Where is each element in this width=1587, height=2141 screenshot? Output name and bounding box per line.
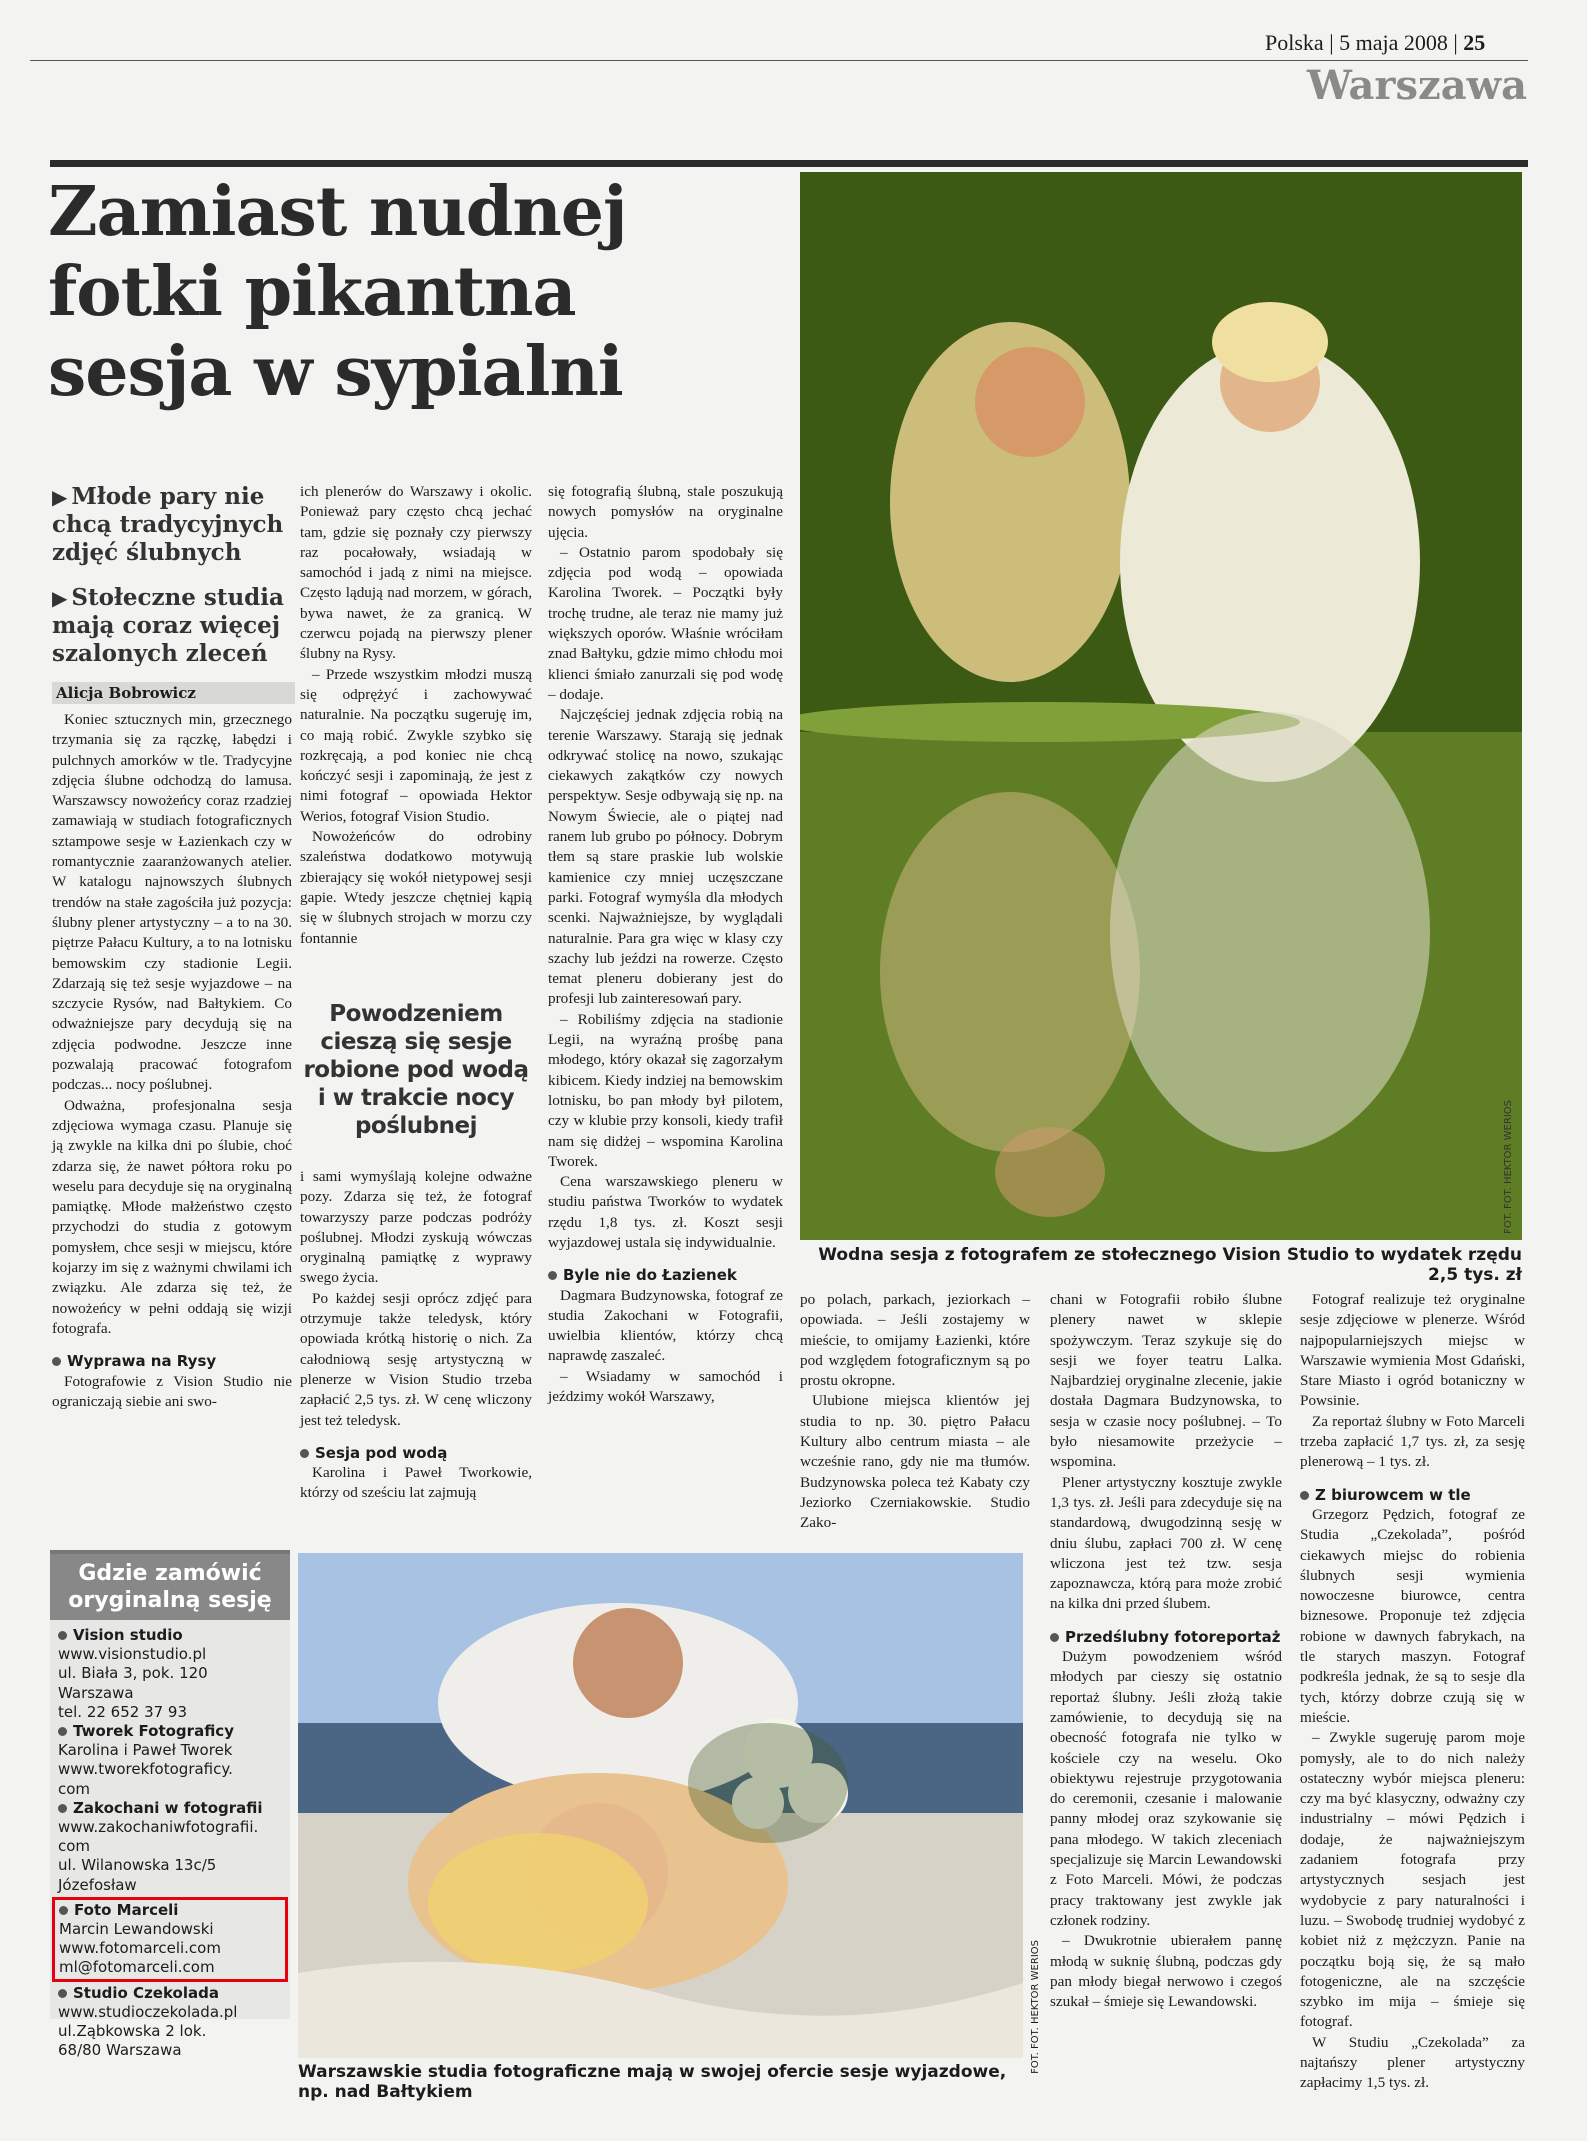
article-column-3: się fotografią ślubną, stale poszukują nowych pomysłów na oryginalne ujęcia. – Ostatnio parom spodobały się zdjęcia pod wodą – opowiada Karolina Tworek. – Początki były trochę trudne, ale teraz nie mamy już większych oporów. Właśnie wróciłam znad Bałtyku, gdzie mimo chłodu moi klienci śmiało zanurzali się pod wodę – dodaje. Najczęściej jednak zdjęcia robią na terenie Warszawy. Starają się jednak odkrywać stolicę na nowo, szukając ciekawych zakątków czy nowych perspektyw. Sesje odbywają się np. na Nowym Świecie, ale o piątej nad ranem lub grubo po północy. Dobrym tłem są stare praskie lub wolskie kamienice czy mniej uczęszczane parki. Fotograf wymyśla dla młodych scenki. Najważniejsze, by wyglądali naturalnie. Para gra więc w klasy czy szachy lub jeździ na rowerze. Często temat pleneru dobierany jest do profesji lub zainteresowań pary. – Robiliśmy zdjęcia na stadionie Legii, na wyraźną prośbę pana młodego, który okazał się zagorzałym kibicem. Kiedy indziej na bemowskim lotnisku, bo pan młody był pilotem, czy w klubie przy konsoli, kiedy trafił nam się didżej – wspomina Karolina Tworek. Cena warszawskiego pleneru w studiu państwa Tworków to wydatek rzędu 1,8 tys. zł. Koszt sesji wyjazdowej ustala się indywidualnie. Byle nie do Łazienek Dagmara Budzynowska, fotograf ze studia Zakochani w Fotografii, uwielbia klientów, którzy chcą naprawdę zaszaleć. – Wsiadamy w samochód i jeździmy wokół Warszawy, xyxy=(548,483,783,1406)
page-number: 25 xyxy=(1463,30,1486,55)
bullet-icon xyxy=(52,1357,61,1366)
box-body xyxy=(50,1620,290,2066)
triangle-icon: ▶ xyxy=(52,485,68,509)
bullet-icon xyxy=(1300,1491,1309,1500)
page-header: Polska | 5 maja 2008 | 25 xyxy=(1265,30,1486,55)
bullet-icon xyxy=(58,1727,67,1736)
box-title: Gdzie zamówić oryginalną sesję xyxy=(50,1554,290,1620)
author-byline: Alicja Bobrowicz xyxy=(52,682,295,704)
photo-beach-session xyxy=(298,1553,1023,2058)
lead-point-1: ▶ Młode pary nie chcą tradycyjnych zdjęć ślubnych xyxy=(52,483,284,566)
photo-beach-illustration xyxy=(298,1553,1023,2058)
photo1-caption: Wodna sesja z fotografem ze stołecznego Vision Studio to wydatek rzędu 2,5 tys. zł xyxy=(818,1245,1522,1285)
bullet-icon xyxy=(58,1989,67,1998)
studio-entry-zakochani: Zakochani w fotografii www.zakochaniwfotografii. com ul. Wilanowska 13c/5 Józefosław xyxy=(58,1798,263,1894)
studio-entry-tworek: Tworek Fotograficy Karolina i Paweł Tworek www.tworekfotograficy. com xyxy=(58,1722,234,1798)
article-column-1: Koniec sztucznych min, grzecznego trzymania się za rączkę, łabędzi i pulchnych amorków w tle. Tradycyjne zdjęcia ślubne odchodzą do lamusa. Warszawscy nowożeńcy coraz rzadziej zamawiają w studiach fotograficznych sztampowe sesje w Łazienkach czy w romantycznie zaaranżowanych atelier. W katalogu najnowszych ślubnych trendów na stałe zagościła już pozycja: ślubny plener artystyczny – a to na 30. piętrze Pałacu Kultury, a to na lotnisku bemowskim czy stadionie Legii. Zdarzają się też sesje wyjazdowe – na szczycie Rysów, nad Bałtykiem. Co odważniejsze pary decydują się na zdjęcia podwodne. Jeszcze inne pozwalają pracować fotografom podczas... nocy poślubnej. Odważna, profesjonalna sesja zdjęciowa wymaga czasu. Planuje się ją zwykle na kilka dni po ślubie, choć zdarza się, że nawet półtora roku po weselu para decyduje się na oryginalną pamiątkę. Młode małżeństwo często przychodzi do studia z gotowym pomysłem, chce sesji w miejscu, które kojarzy im się z ważnymi chwilami ich związku. Ale zdarza się też, że nowożeńcy w pełni oddają się wizji fotografa. Wyprawa na Rysy Fotografowie z Vision Studio nie ograniczają siebie ani swo- xyxy=(52,711,292,1410)
studio-entry-vision: Vision studio www.visionstudio.pl ul. Biała 3, pok. 120 Warszawa tel. 22 652 37 93 xyxy=(58,1626,208,1721)
photo2-credit: FOT. FOT. HEKTOR WERIOS xyxy=(1030,1940,1041,2074)
section-title: Warszawa xyxy=(1307,62,1527,109)
photo-water-session xyxy=(800,172,1522,1240)
bullet-icon xyxy=(300,1449,309,1458)
subheadline: Powodzeniem cieszą się sesje robione pod wodą i w trakcie nocy poślubnej xyxy=(303,1001,529,1139)
bullet-icon xyxy=(58,1631,67,1640)
photo-water-illustration xyxy=(800,172,1522,1240)
bullet-icon xyxy=(58,1804,67,1813)
bullet-icon xyxy=(59,1906,68,1915)
photo1-credit: FOT. FOT. HEKTOR WERIOS xyxy=(1503,1100,1514,1234)
studio-entry-czekolada: Studio Czekolada www.studioczekolada.pl ul.Ząbkowska 2 lok. 68/80 Warszawa xyxy=(58,1983,238,2060)
bullet-icon xyxy=(1050,1633,1059,1642)
article-column-2-continued: i sami wymyślają kolejne odważne pozy. Zdarza się też, że fotograf towarzyszy parze podczas podróży poślubnej. Młodzi zyskują wówczas oryginalną pamiątkę z wyprawy swego życia. Po każdej sesji oprócz zdjęć para otrzymuje także teledysk, który opowiada krótką historię o nich. Za całodniową sesję artystyczną w plenerze w Vision Studio trzeba zapłacić 2,5 tys. zł. W cenę wliczony jest też teledysk. Sesja pod wodą Karolina i Paweł Tworkowie, którzy od sześciu lat zajmują xyxy=(300,1168,532,1502)
header-rule xyxy=(30,60,1528,61)
where-to-order-box xyxy=(50,1550,290,2060)
headline: Zamiast nudnej fotki pikantna sesja w sypialni xyxy=(48,172,627,412)
bullet-icon xyxy=(548,1271,557,1280)
studio-entry-foto-marceli-highlighted: Foto Marceli Marcin Lewandowski www.fotomarceli.com ml@fotomarceli.com xyxy=(52,1897,288,1982)
lead-point-2: ▶ Stołeczne studia mają coraz więcej szalonych zleceń xyxy=(52,584,284,667)
article-column-5: chani w Fotografii robiło ślubne plenery nawet w sklepie spożywczym. Teraz szykuje się do sesji we foyer teatru Lalka. Najbardziej oryginalne zlecenie, jakie dostała Dagmara Budzynowska, to sesja w czasie nocy poślubnej. – To było niesamowite przeżycie – wspomina. Plener artystyczny kosztuje zwykle 1,3 tys. zł. Jeśli para zdecyduje się na standardową, dwugodzinną sesję w dniu ślubu, zapłaci 700 zł. W cenę wliczona jest też tzw. sesja zapoznawcza, którą para może zrobić na kilka dni przed ślubem. Przedślubny fotoreportaż Dużym powodzeniem wśród młodych par cieszy się ostatnio reportaż ślubny. Jeśli złożą takie zamówienie, to decydują się na obecność fotografa nie tylko w kościele czy na weselu. Oko obiektywu rejestruje przygotowania do ceremonii, czesanie i malowanie panny młodej oraz szykowanie się pana młodego. W takich zleceniach specjalizuje się Marcin Lewandowski z Foto Marceli. Mówi, że podczas pracy traktowany jest zwykle jak członek rodziny. – Dwukrotnie ubierałem pannę młodą w suknię ślubną, podczas gdy pan młody biegał nerwowo i czegoś szukał – śmieje się Lewandowski. xyxy=(1050,1291,1282,2011)
article-column-4: po polach, parkach, jeziorkach – opowiada. – Jeśli zostajemy w mieście, to omijamy Łazienki, które pod względem fotograficznym są po prostu okropne. Ulubione miejsca klientów jej studia to np. 30. piętro Pałacu Kultury albo centrum miasta – ale wcześnie rano, gdy nie ma tłumów. Budzynowska poleca też Kabaty czy Jeziorko Czerniakowskie. Studio Zako- xyxy=(800,1291,1030,1532)
paper-name: Polska xyxy=(1265,30,1324,55)
photo2-caption: Warszawskie studia fotograficzne mają w swojej ofercie sesje wyjazdowe, np. nad Bałtykiem xyxy=(298,2062,1007,2102)
triangle-icon: ▶ xyxy=(52,586,68,610)
article-column-2: ich plenerów do Warszawy i okolic. Ponieważ pary często chcą jechać tam, gdzie się poznały czy pierwszy raz pocałowały, wsiadają w samochód i jadą z nimi na miejsce. Często lądują nad morzem, w górach, bywa nawet, że za granicą. W czerwcu pojadą na pierwszy plener ślubny na Rysy. – Przede wszystkim młodzi muszą się odprężyć i zachowywać naturalnie. Na początku sugeruję im, co mają robić. Zwykle szybko się rozkręcają, a pod koniec nie chcą kończyć sesji i zapominają, że jest z nimi fotograf – opowiada Hektor Werios, fotograf Vision Studio. Nowożeńców do odrobiny szaleństwa dodatkowo motywują zbierający się wokół nietypowej sesji gapie. Wtedy jeszcze chętniej kąpią się w ślubnych strojach w morzu czy fontannie xyxy=(300,483,532,947)
issue-date: 5 maja 2008 xyxy=(1339,30,1448,55)
article-column-6: Fotograf realizuje też oryginalne sesje zdjęciowe w plenerze. Wśród najpopularniejszych miejsc w Warszawie wymienia Most Gdański, Stare Miasto i ogród botaniczny w Powsinie. Za reportaż ślubny w Foto Marceli trzeba zapłacić 1,7 tys. zł, za sesję plenerową – 1 tys. zł. Z biurowcem w tle Grzegorz Pędzich, fotograf ze Studia „Czekolada”, pośród ciekawych miejsc do robienia ślubnych sesji wymienia nowoczesne biurowce, centra biznesowe. Proponuje też zdjęcia robione w dawnych fabrykach, na tle starych maszyn. Fotograf podkreśla jednak, że są to sesje dla tych, którzy dobrze czują się w mieście. – Zwykle sugeruję parom moje pomysły, ale to do nich należy ostateczny wybór miejsca pleneru: czy ma być klasyczny, odważny czy industrialny – mówi Pędzich i dodaje, że najważniejszym zadaniem fotografa przy artystycznych sesjach jest wydobycie z pary naturalności i luzu. – Swobodę trudniej wydobyć z kobiet niż z mężczyzn. Panie na początku boją się, że są mało fotogeniczne, ale na szczęście szybko im mija – śmieje się fotograf. W Studiu „Czekolada” za najtańszy plener artystyczny zapłacimy 1,5 tys. zł. xyxy=(1300,1291,1525,2092)
section-rule xyxy=(50,160,1528,167)
